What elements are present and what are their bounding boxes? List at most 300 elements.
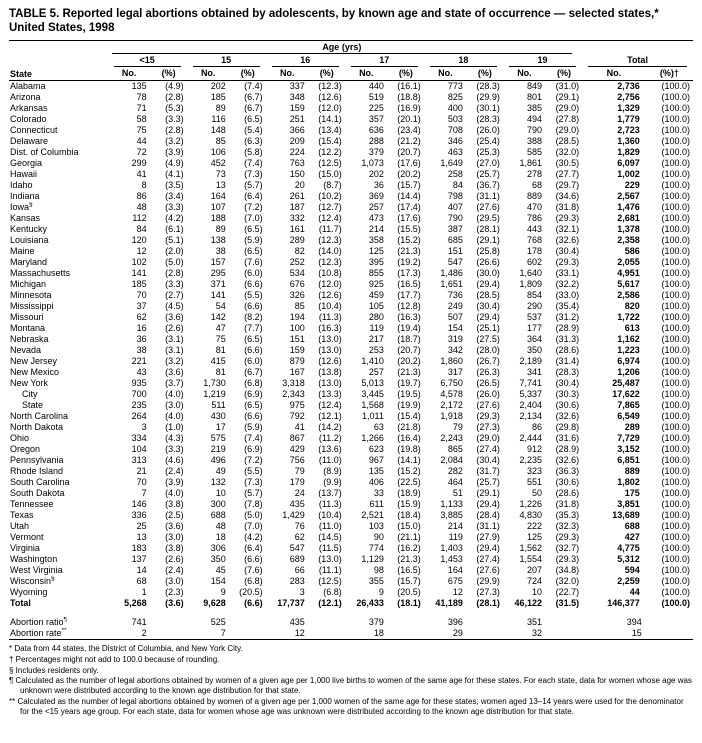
count-cell: 865 [447,444,463,455]
percent-cell: (29.9) [476,576,500,587]
count-cell: 801 [526,92,542,103]
percent-cell: (100.0) [661,268,690,279]
count-cell: 258 [447,169,463,180]
percent-cell: (15.7) [397,180,421,191]
count-cell: 70 [136,477,147,488]
percent-cell: (16.3) [318,323,342,334]
count-cell: 676 [289,279,305,290]
table-row [9,125,693,136]
state-name: Wisconsin§ [10,576,55,587]
count-cell: 1,429 [282,510,305,521]
footnote-marker: § [29,202,33,209]
percent-cell: (7.6) [244,257,263,268]
percent-cell: (100.0) [661,411,690,422]
state-name: Missouri [10,312,44,323]
count-cell: 3 [299,587,305,598]
percent-cell: (8.7) [323,180,342,191]
count-cell: 435 [289,499,305,510]
percent-cell: (2.3) [165,587,184,598]
pct-column-header: (%) [309,67,345,81]
pct-column-header: (%) [388,67,424,81]
count-cell: 519 [368,92,384,103]
count-cell: 935 [131,378,147,389]
count-cell: 44 [136,136,147,147]
table-row [9,136,693,147]
percent-cell: (29.4) [476,499,500,510]
percent-cell: (5.9) [244,422,263,433]
percent-cell: (27.8) [555,114,580,125]
table-row [9,598,693,609]
percent-cell: (12.0) [318,279,342,290]
percent-cell: (23.4) [397,125,421,136]
count-cell: 252 [289,257,305,268]
percent-cell: (3.3) [165,279,184,290]
pct-column-header: (%) [546,67,582,81]
percent-cell: (4.2) [165,213,184,224]
count-cell: 45 [215,565,226,576]
count-cell: 138 [210,235,226,246]
count-cell: 2,567 [617,191,640,202]
count-cell: 387 [447,224,463,235]
count-cell: 2,756 [617,92,640,103]
count-cell: 306 [210,543,226,554]
footnote-ratio-definition: ¶ Calculated as the number of legal abortions obtained by women of a given age per 1,000 live births to women of the same age for these states. For each state, data for women whose age was unknown were distributed according to the known age distribution for that state. [9,676,692,696]
percent-cell: (36.7) [476,180,500,191]
count-cell: 369 [368,191,384,202]
count-cell: 2,134 [519,411,542,422]
count-cell: 280 [368,312,384,323]
count-cell: 6,974 [617,356,640,367]
percent-cell: (25.7) [476,477,500,488]
percent-cell: (30.5) [555,158,580,169]
summary-label: Abortion ratio¶ [10,617,68,628]
percent-cell: (31.8) [555,202,580,213]
table-row [9,81,693,93]
percent-cell: (29.1) [476,235,500,246]
percent-cell: (2.4) [165,466,184,477]
percent-cell: (100.0) [661,147,690,158]
count-cell: 221 [131,356,147,367]
count-cell: 388 [526,136,542,147]
count-cell: 26,433 [356,598,384,609]
no-column-header: No. [345,67,388,81]
count-cell: 355 [368,576,384,587]
percent-cell: (27.4) [476,554,500,565]
count-cell: 879 [289,356,305,367]
count-cell: 1,802 [617,477,640,488]
percent-cell: (100.0) [661,488,690,499]
count-cell: 1,002 [617,169,640,180]
count-cell: 68 [136,576,147,587]
count-cell: 855 [368,268,384,279]
count-cell: 379 [368,147,384,158]
count-cell: 125 [526,532,542,543]
percent-cell: (6.5) [244,246,263,257]
summary-value: 351 [526,617,542,628]
percent-cell: (6.0) [244,268,263,279]
state-name: Wyoming [10,587,48,598]
percent-cell: (12.1) [318,598,342,609]
percent-cell: (14.5) [318,532,342,543]
percent-cell: (4.0) [165,488,184,499]
percent-cell: (100.0) [661,136,690,147]
state-name: Hawaii [10,169,38,180]
percent-cell: (13.0) [318,345,342,356]
percent-cell: (29.5) [476,213,500,224]
count-cell: 68 [531,180,542,191]
count-cell: 6,097 [617,158,640,169]
count-cell: 350 [526,345,542,356]
header-age-row [9,41,693,55]
count-cell: 48 [136,202,147,213]
count-cell: 708 [447,125,463,136]
state-name: Rhode Island [10,466,64,477]
percent-cell: (100.0) [661,191,690,202]
count-cell: 2,189 [519,356,542,367]
percent-cell: (27.0) [476,158,500,169]
count-cell: 225 [368,103,384,114]
percent-cell: (100.0) [661,587,690,598]
percent-cell: (27.3) [476,422,500,433]
count-cell: 148 [210,125,226,136]
percent-cell: (6.6) [244,411,263,422]
percent-cell: (19.8) [397,444,421,455]
count-cell: 337 [289,81,305,92]
total-group-header: Total [582,54,693,67]
count-cell: 214 [447,521,463,532]
percent-cell: (6.9) [244,444,263,455]
count-cell: 1,829 [617,147,640,158]
percent-cell: (21.3) [397,367,421,378]
percent-cell: (3.8) [165,543,184,554]
count-cell: 820 [624,301,640,312]
percent-cell: (100.0) [661,235,690,246]
count-cell: 73 [215,169,226,180]
count-cell: 63 [373,422,384,433]
percent-cell: (21.8) [397,422,421,433]
state-name: Iowa§ [10,202,33,213]
summary-empty [546,628,582,640]
percent-cell: (16.5) [397,279,421,290]
count-cell: 503 [447,114,463,125]
percent-cell: (29.0) [555,103,580,114]
count-cell: 125 [368,246,384,257]
percent-cell: (100.0) [661,576,690,587]
count-cell: 1,562 [519,543,542,554]
count-cell: 104 [131,444,147,455]
count-cell: 1,918 [440,411,463,422]
count-cell: 54 [215,301,226,312]
count-cell: 1 [141,587,147,598]
count-cell: 283 [289,576,305,587]
state-name: Oregon [10,444,41,455]
table-row [9,334,693,345]
state-name: Virginia [10,543,40,554]
count-cell: 13 [136,532,147,543]
table-row [9,389,693,400]
header-columns-row [9,67,693,81]
percent-cell: (3.0) [165,532,184,543]
percent-cell: (3.1) [165,334,184,345]
percent-cell: (14.1) [397,455,421,466]
count-cell: 66 [294,565,305,576]
percent-cell: (31.1) [476,521,500,532]
footnote-marker: § [51,576,55,583]
percent-cell: (100.0) [661,103,690,114]
count-cell: 790 [447,213,463,224]
percent-cell: (10.2) [318,191,342,202]
footnotes [9,644,693,716]
percent-cell: (35.3) [555,510,580,521]
state-name: Texas [10,510,34,521]
count-cell: 222 [526,521,542,532]
percent-cell: (6.6) [244,279,263,290]
state-name: State [22,400,44,411]
percent-cell: (35.4) [555,301,580,312]
count-cell: 146,377 [607,598,640,609]
state-name: Kansas [10,213,41,224]
percent-cell: (6.7) [244,103,263,114]
count-cell: 49 [215,466,226,477]
count-cell: 1,568 [361,400,384,411]
count-cell: 82 [294,246,305,257]
state-name: New York [10,378,49,389]
count-cell: 116 [211,114,226,125]
count-cell: 187 [289,202,305,213]
state-name: Connecticut [10,125,58,136]
count-cell: 2,259 [617,576,640,587]
percent-cell: (26.7) [476,356,500,367]
count-cell: 7,741 [519,378,542,389]
no-column-header: No. [187,67,230,81]
count-cell: 103 [368,521,384,532]
count-cell: 464 [447,477,463,488]
state-name: Maryland [10,257,48,268]
percent-cell: (29.3) [476,411,500,422]
pct-column-header: (%) [467,67,503,81]
count-cell: 611 [369,499,384,510]
count-cell: 496 [210,455,226,466]
percent-cell: (100.0) [661,125,690,136]
state-column-label: State [10,69,33,80]
count-cell: 79 [294,466,305,477]
count-cell: 2,404 [519,400,542,411]
percent-cell: (4.1) [165,169,184,180]
count-cell: 141 [131,268,147,279]
percent-cell: (29.1) [476,488,500,499]
percent-cell: (21.2) [397,136,421,147]
count-cell: 547 [289,543,305,554]
state-name: Dist. of Columbia [10,147,79,158]
count-cell: 137 [131,554,147,565]
spacer-row [9,609,693,617]
percent-cell: (12.7) [318,202,342,213]
percent-cell: (5.9) [244,235,263,246]
summary-value: 7 [220,628,226,639]
count-cell: 371 [210,279,226,290]
count-cell: 41 [136,169,147,180]
state-name: Georgia [10,158,43,169]
percent-cell: (12.1) [318,411,342,422]
percent-cell: (100.0) [661,290,690,301]
count-cell: 41 [294,422,305,433]
percent-cell: (28.6) [555,488,580,499]
percent-cell: (15.9) [397,499,421,510]
percent-cell: (19.2) [397,257,421,268]
count-cell: 547 [447,257,463,268]
percent-cell: (5.3) [165,103,184,114]
percent-cell: (7.0) [244,521,263,532]
percent-cell: (15.0) [397,521,421,532]
table-row [9,521,693,532]
count-cell: 773 [447,81,463,92]
percent-cell: (28.3) [555,367,580,378]
count-cell: 790 [526,125,542,136]
percent-cell: (11.2) [318,433,342,444]
count-cell: 300 [210,499,226,510]
count-cell: 185 [131,279,147,290]
percent-cell: (32.1) [555,224,580,235]
count-cell: 342 [447,345,463,356]
table-row [9,323,693,334]
percent-cell: (3.6) [165,598,184,609]
percent-cell: (13.0) [318,378,342,389]
percent-cell: (4.3) [165,433,184,444]
percent-cell: (7.3) [244,169,263,180]
percent-cell: (27.7) [555,169,580,180]
percent-cell: (13.6) [318,444,342,455]
count-cell: 685 [447,235,463,246]
percent-cell: (2.7) [165,290,184,301]
state-name: Mississippi [10,301,54,312]
count-cell: 3 [141,422,147,433]
percent-cell: (100.0) [661,279,690,290]
count-cell: 534 [289,268,305,279]
count-cell: 3,851 [617,499,640,510]
percent-cell: (18.4) [397,510,421,521]
percent-cell: (17.6) [397,213,421,224]
percent-cell: (27.5) [476,334,500,345]
count-cell: 4,830 [519,510,542,521]
table-row [9,532,693,543]
count-cell: 9,628 [203,598,226,609]
percent-cell: (10.8) [318,268,342,279]
count-cell: 14 [136,565,147,576]
count-cell: 429 [289,444,305,455]
percent-cell: (4.5) [165,301,184,312]
count-cell: 5,337 [519,389,542,400]
count-cell: 1,476 [617,202,640,213]
percent-cell: (13.3) [318,389,342,400]
count-cell: 470 [526,202,542,213]
percent-cell: (27.3) [476,587,500,598]
count-cell: 71 [136,103,147,114]
count-cell: 257 [368,367,384,378]
percent-cell: (29.3) [555,257,580,268]
percent-cell: (16.9) [397,103,421,114]
count-cell: 1,486 [440,268,463,279]
count-cell: 290 [526,301,542,312]
percent-cell: (30.4) [476,301,500,312]
count-cell: 1,329 [617,103,640,114]
percent-cell: (27.6) [476,202,500,213]
count-cell: 79 [452,422,463,433]
count-cell: 2,235 [519,455,542,466]
count-cell: 2,172 [440,400,463,411]
percent-cell: (13.7) [318,488,342,499]
state-name: Idaho [10,180,33,191]
count-cell: 119 [369,323,384,334]
count-cell: 86 [531,422,542,433]
count-cell: 295 [210,268,226,279]
count-cell: 98 [373,565,384,576]
percent-cell: (31.8) [555,499,580,510]
percent-cell: (100.0) [661,532,690,543]
count-cell: 194 [289,312,305,323]
count-cell: 253 [368,345,384,356]
summary-value: 18 [373,628,384,639]
summary-label: Abortion rate** [10,628,67,639]
count-cell: 1,162 [617,334,640,345]
percent-cell: (29.0) [476,433,500,444]
table-row [9,444,693,455]
header-groups-row [9,54,693,67]
count-cell: 763 [289,158,305,169]
percent-cell: (15.0) [318,169,342,180]
percent-cell: (100.0) [661,345,690,356]
percent-cell: (29.3) [555,532,580,543]
percent-cell: (28.0) [476,345,500,356]
count-cell: 1,453 [440,554,463,565]
count-cell: 602 [526,257,542,268]
percent-cell: (2.6) [165,554,184,565]
count-cell: 2,055 [617,257,640,268]
percent-cell: (100.0) [661,598,690,609]
count-cell: 1,133 [440,499,463,510]
header-spacer [582,41,693,55]
count-cell: 334 [131,433,147,444]
state-name: Colorado [10,114,47,125]
percent-cell: (6.9) [244,389,263,400]
percent-cell: (2.8) [165,125,184,136]
table-row [9,543,693,554]
percent-cell: (34.6) [555,191,580,202]
percent-cell: (25.4) [476,136,500,147]
count-cell: 62 [294,532,305,543]
percent-cell: (4.0) [165,389,184,400]
count-cell: 575 [210,433,226,444]
count-cell: 13 [215,180,226,191]
percent-cell: (30.6) [555,477,580,488]
table-row [9,400,693,411]
count-cell: 1,861 [519,158,542,169]
count-cell: 81 [215,345,226,356]
percent-cell: (2.5) [165,510,184,521]
percent-cell: (9.9) [323,477,342,488]
percent-cell: (16.5) [397,565,421,576]
percent-cell: (100.0) [661,356,690,367]
summary-value: 741 [131,617,147,628]
count-cell: 1,640 [519,268,542,279]
table-row [9,290,693,301]
count-cell: 551 [526,477,542,488]
count-cell: 146 [131,499,147,510]
count-cell: 427 [624,532,640,543]
table-row [9,224,693,235]
percent-cell: (25.7) [476,169,500,180]
percent-cell: (3.5) [165,180,184,191]
table-row [9,576,693,587]
